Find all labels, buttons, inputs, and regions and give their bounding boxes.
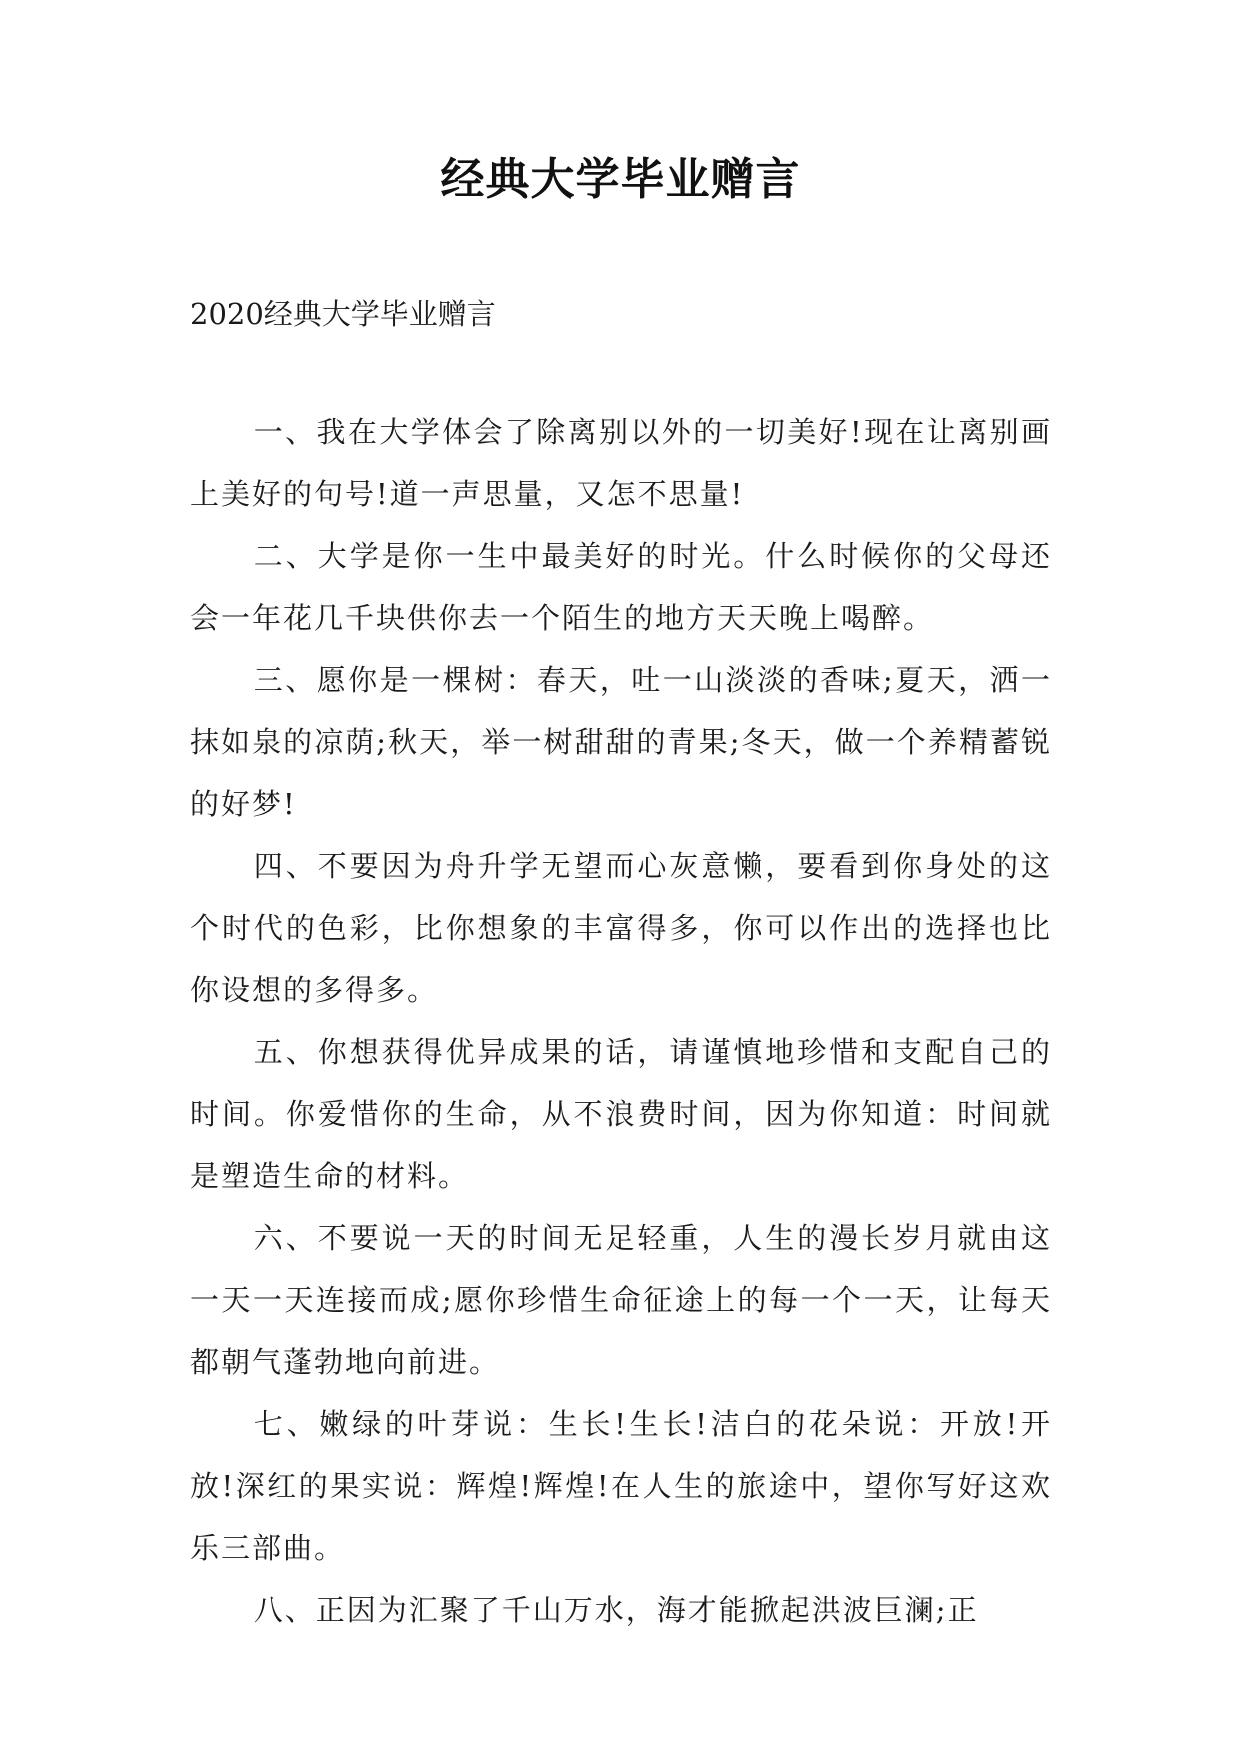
paragraph-8: 八、正因为汇聚了千山万水，海才能掀起洪波巨澜;正: [253, 1593, 979, 1627]
paragraph-1: 一、我在大学体会了除离别以外的一切美好!现在让离别画上美好的句号!道一声思量，又怎不思量!: [190, 415, 1052, 511]
document-title: 经典大学毕业赠言: [440, 154, 801, 205]
paragraph-2: 二、大学是你一生中最美好的时光。什么时候你的父母还会一年花几千块供你去一个陌生的地方天天晚上喝醉。: [190, 539, 1052, 635]
paragraph-7: 七、嫩绿的叶芽说：生长!生长!洁白的花朵说：开放!开放!深红的果实说：辉煌!辉煌!在人生的旅途中，望你写好这欢乐三部曲。: [190, 1407, 1052, 1565]
document-subtitle: 2020经典大学毕业赠言: [190, 297, 496, 331]
paragraph-4: 四、不要因为舟升学无望而心灰意懒，要看到你身处的这个时代的色彩，比你想象的丰富得多，你可以作出的选择也比你设想的多得多。: [190, 849, 1052, 1007]
paragraph-3: 三、愿你是一棵树：春天，吐一山淡淡的香味;夏天，洒一抹如泉的凉荫;秋天，举一树甜甜的青果;冬天，做一个养精蓄锐的好梦!: [190, 663, 1052, 821]
document-body: [190, 401, 1052, 1641]
paragraph-6: 六、不要说一天的时间无足轻重，人生的漫长岁月就由这一天一天连接而成;愿你珍惜生命征途上的每一个一天，让每天都朝气蓬勃地向前进。: [190, 1221, 1052, 1379]
paragraph-5: 五、你想获得优异成果的话，请谨慎地珍惜和支配自己的时间。你爱惜你的生命，从不浪费时间，因为你知道：时间就是塑造生命的材料。: [190, 1035, 1052, 1193]
